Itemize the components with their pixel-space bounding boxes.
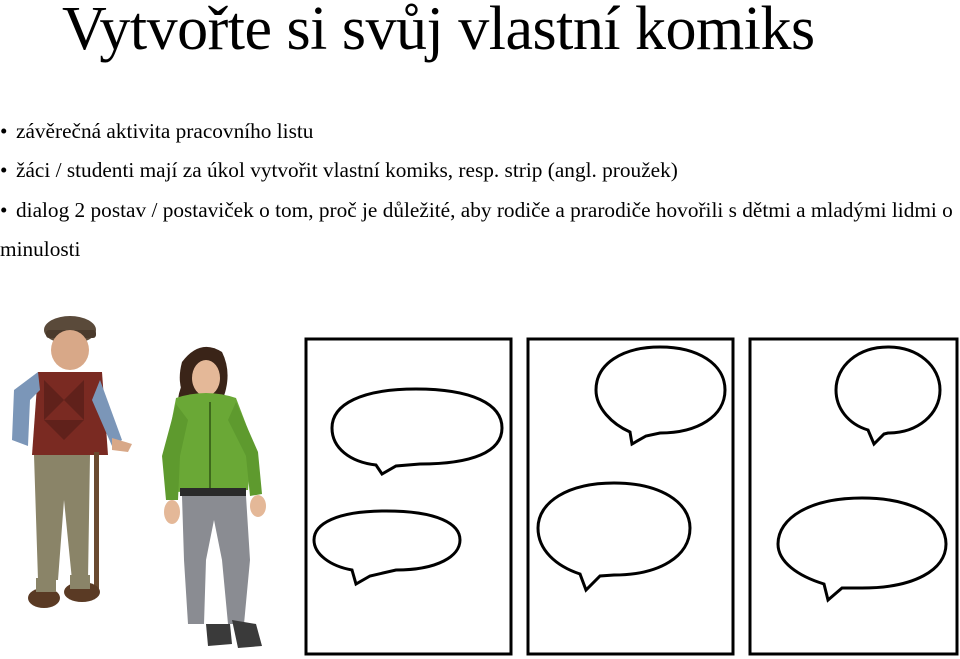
young-woman-figure <box>162 347 266 648</box>
slide-title: Vytvořte si svůj vlastní komiks <box>62 0 815 63</box>
bullet-marker: • <box>0 158 8 183</box>
bullet-text: dialog 2 postav / postaviček o tom, proč je důležité, aby rodiče a prarodiče hovořili s dětmi a mladými lidmi o minulosti <box>0 197 953 261</box>
comic-panel <box>306 339 511 654</box>
bullet-marker: • <box>0 119 8 143</box>
bullet-text: žáci / studenti mají za úkol vytvořit vlastní komiks, resp. strip (angl. proužek) <box>16 158 678 183</box>
comic-strip <box>306 339 957 654</box>
bullet-marker: • <box>0 197 8 222</box>
elderly-man-figure <box>12 316 132 608</box>
bullet-text: závěrečná aktivita pracovního listu <box>16 119 314 143</box>
